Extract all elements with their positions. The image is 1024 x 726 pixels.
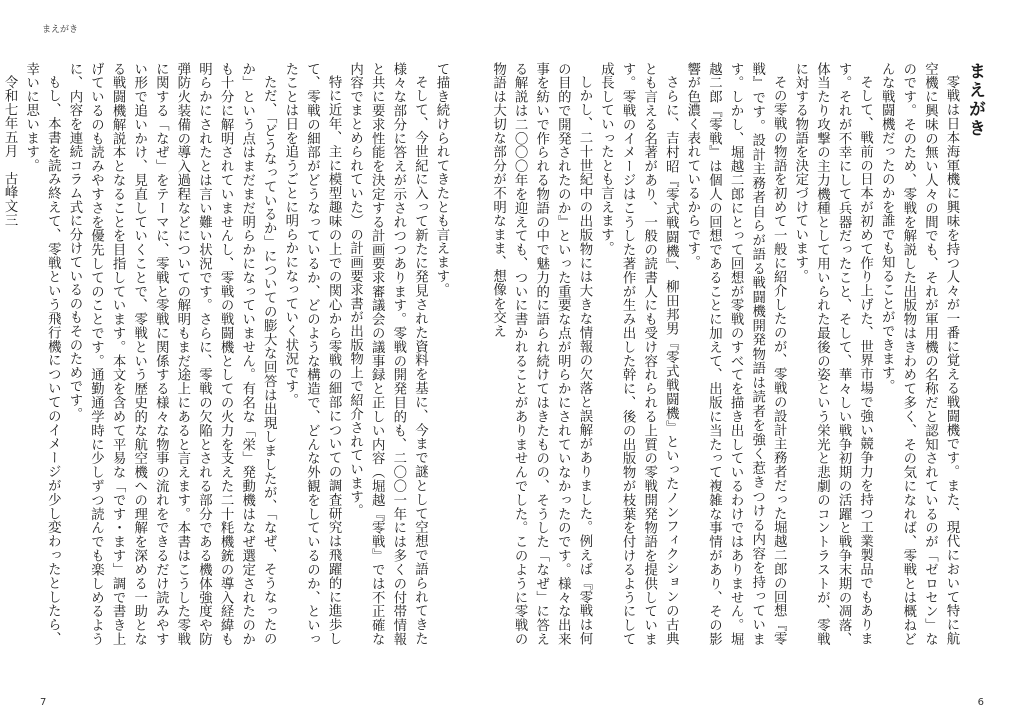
right-paragraph: 零戦は日本海軍機に興味を持つ人々が一番に覚える戦闘機です。また、現代において特に航空機に興味の無い人々の間でも、それが軍用機の名称だと認知されているのが「ゼロセン」なのです。そのため、零戦を解説した出版物はきわめて多く、その気になれば、零戦とは概ねどんな戦闘機だったのかを誰でも知ることができます。 bbox=[879, 62, 959, 646]
right-paragraph: そして、戦前の日本が初めて作り上げた、世界市場で強い競争力を持つ工業製品でもあります。それが不幸にして兵器だったこと、そして、華々しい戦争初期の活躍と戦争末期の凋落、体当たり攻撃の主力機種として用いられた最後の姿という栄光と悲劇のコントラストが、零戦に対する物語を決定づけています。 bbox=[792, 62, 873, 646]
left-paragraph: 特に近年、主に模型趣味の上での関心から零戦の細部についての調査研究は飛躍的に進歩して、零戦の細部がどうなっているか、どのような構造で、どんな外観をしているのか、といったことは日を追うごとに明らかになっていく状況です。 bbox=[282, 62, 342, 646]
page-number-left: 7 bbox=[40, 697, 47, 708]
right-page bbox=[490, 0, 1024, 726]
chapter-title: まえがき bbox=[965, 62, 985, 138]
left-paragraph: ただ、「どうなっているか」についての膨大な回答は出現しましたが、「なぜ、そうなったのか」という点はまだまだ明らかになっていません。有名な「栄」発動機はなぜ選定されたのかも十分に解明されていませんし、零戦の戦闘機としての火力を支えた二十粍機銃の導入経緯も明らかにされたとは言い難い状況です。さらに、零戦の欠陥とされる部分である機体強度や防弾防火装備の導入過程などについての解明もまだ途上にあると言えます。本書はこうした零戦に関する「なぜ」をテーマに、零戦と零戦に関係する様々な物事の流れをできるだけ読みやすい形で追いかけ、見直していくことで、零戦という歴史的な航空機への理解を深める一助となる戦闘機解説本となることを目指しています。本文を含めて平易な「です・ます」調で書き上げているのも読みやすさを優先してのことです。通勤通学時に少しずつ読んでも楽しめるように、内容を連続コラム式に分けているのもそのためです。 bbox=[66, 62, 277, 646]
left-paragraph: もし、本書を読み終えて、零戦という飛行機についてのイメージが少し変わったとしたら、幸いに思います。 bbox=[23, 62, 61, 646]
left-paragraph: そして、今世紀に入って新たに発見された資料を基に、今まで謎として空想で語られてきた様々な部分に答えが示されつつあります。零戦の開発目的も、二〇〇一年には多くの付帯情報と共に要求性能を決定する計画要求審議会の議事録と正しい内容（堀越『零戦』では不正確な内容でまとめられていた）の計画要求書が出版物上で紹介されています。 bbox=[347, 62, 428, 646]
right-paragraph: さらに、吉村昭『零式戦闘機』、柳田邦男『零式戦闘機』といったノンフィクションの古典とも言える名著があり、一般の読書人にも受け容れられる上質の零戦開発物語を提供しています。零戦のイメージはこうした著作が生み出した幹に、後の出版物が枝葉を付けるようにして成長していったとも言えます。 bbox=[598, 62, 679, 646]
right-paragraph: しかし、二十世紀中の出版物には大きな情報の欠落と誤解がありました。例えば『零戦は何の目的で開発されたのか』といった重要な点が明らかにされていなかったのです。様々な出来事を紡いで作られる物語の中で魅力的に語られ続けてはきたものの、そうした「なぜ」に答える解説は二〇〇〇年を迎えても、ついに書かれることがありませんでした。このように零戦の物語は大切な部分が不明なまま、想像を交え bbox=[490, 62, 592, 646]
right-page-body bbox=[490, 62, 962, 646]
left-page-body bbox=[2, 62, 452, 646]
page-number-right: 6 bbox=[977, 697, 984, 708]
author-signature: 令和七年五月 古峰文三 bbox=[2, 75, 18, 228]
running-head: まえがき bbox=[42, 25, 79, 35]
right-paragraph: その零戦の物語を初めて一般に紹介したのが、零戦の設計主務者だった堀越二郎の回想『零戦』です。設計主務者自らが語る戦闘機開発物語は読者を強く惹きつける内容を持っています。しかし、堀越二郎にとって回想が零戦のすべてを描き出しているわけではありません。堀越二郎『零戦』は個人の回想であることに加えて、出版に当たって複雑な事情があり、その影響が色濃く表れているからです。 bbox=[684, 62, 787, 646]
left-paragraph: て描き続けられてきたとも言えます。 bbox=[434, 62, 449, 297]
